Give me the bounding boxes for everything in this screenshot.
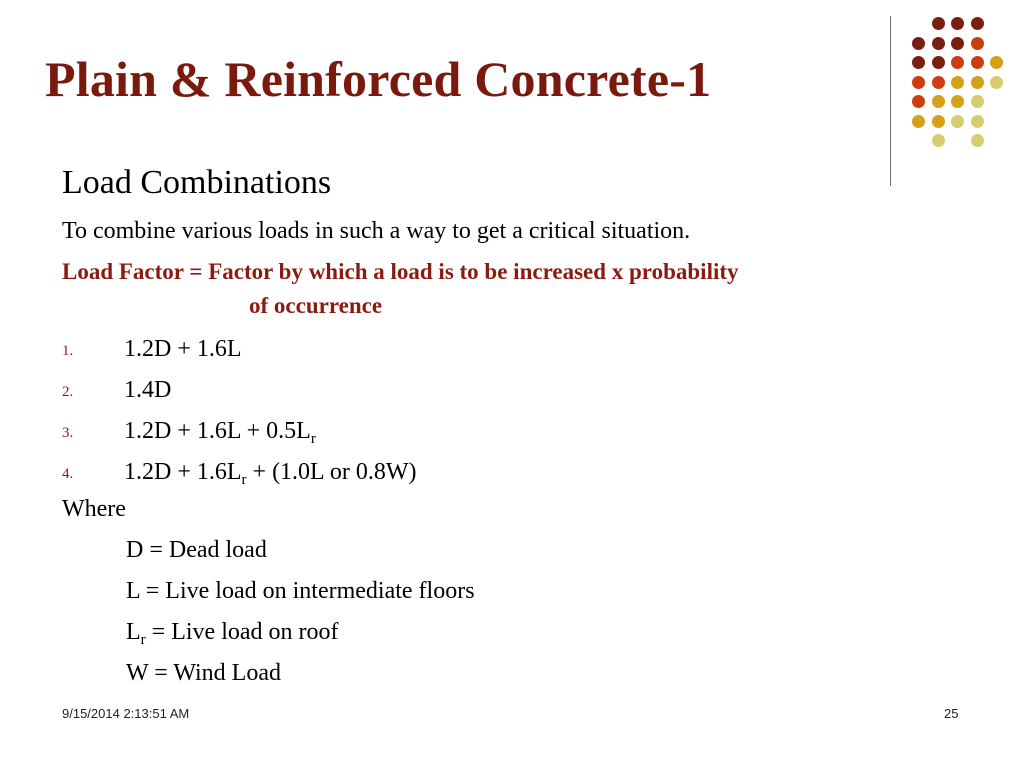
decorative-dot bbox=[971, 56, 984, 69]
combination-number: 4. bbox=[62, 466, 74, 482]
decorative-dot bbox=[951, 95, 964, 108]
decorative-dot bbox=[932, 37, 945, 50]
where-label: Where bbox=[62, 496, 126, 522]
slide-title: Plain & Reinforced Concrete-1 bbox=[45, 51, 712, 107]
text-run: = Live load on roof bbox=[145, 619, 339, 645]
decorative-dot bbox=[951, 56, 964, 69]
slide-number: 25 bbox=[944, 706, 959, 721]
title-divider-line bbox=[890, 16, 891, 186]
decorative-dot bbox=[932, 95, 945, 108]
text-run: 1.2D + 1.6L + 0.5L bbox=[124, 418, 311, 444]
text-run: D = Dead load bbox=[126, 537, 267, 563]
text-run: L = Live load on intermediate floors bbox=[126, 578, 475, 604]
symbol-definition bbox=[126, 578, 475, 605]
load-combination-equation bbox=[124, 459, 416, 486]
text-run: 1.4D bbox=[124, 377, 172, 403]
section-heading: Load Combinations bbox=[62, 164, 332, 201]
decorative-dot bbox=[932, 115, 945, 128]
text-run: 1.2D + 1.6L bbox=[124, 459, 242, 485]
load-combination-equation bbox=[124, 418, 316, 445]
decorative-dot bbox=[951, 37, 964, 50]
load-combination-equation bbox=[124, 336, 242, 363]
footer-date: 9/15/2014 2:13:51 AM bbox=[62, 706, 190, 721]
intro-text: To combine various loads in such a way to get a critical situation. bbox=[62, 218, 691, 244]
decorative-dot bbox=[971, 76, 984, 89]
subscript: r bbox=[140, 632, 146, 648]
decorative-dot bbox=[951, 76, 964, 89]
decorative-dot bbox=[971, 115, 984, 128]
symbol-definition bbox=[126, 619, 339, 646]
decorative-dot bbox=[932, 17, 945, 30]
decorative-dot bbox=[990, 56, 1003, 69]
load-combination-equation bbox=[124, 377, 171, 404]
decorative-dot bbox=[951, 17, 964, 30]
decorative-dot bbox=[932, 134, 945, 147]
decorative-dot bbox=[971, 17, 984, 30]
decorative-dot bbox=[912, 76, 925, 89]
decorative-dot bbox=[912, 56, 925, 69]
load-factor-definition-continued: of occurrence bbox=[249, 293, 383, 318]
subscript: r bbox=[241, 472, 247, 488]
load-factor-definition: Load Factor = Factor by which a load is to be increased x probability bbox=[62, 259, 739, 284]
combination-number: 2. bbox=[62, 384, 74, 400]
text-run: + (1.0L or 0.8W) bbox=[246, 459, 417, 485]
text-run: 1.2D + 1.6L bbox=[124, 336, 242, 362]
decorative-dot bbox=[971, 95, 984, 108]
subscript: r bbox=[310, 431, 316, 447]
decorative-dot bbox=[912, 37, 925, 50]
decorative-dot bbox=[971, 134, 984, 147]
decorative-dot bbox=[912, 115, 925, 128]
combination-number: 3. bbox=[62, 425, 74, 441]
combination-number: 1. bbox=[62, 343, 74, 359]
symbol-definition bbox=[126, 660, 281, 687]
decorative-dot bbox=[971, 37, 984, 50]
text-run: L bbox=[126, 619, 141, 645]
decorative-dot bbox=[951, 115, 964, 128]
decorative-dot bbox=[990, 76, 1003, 89]
decorative-dot bbox=[912, 95, 925, 108]
decorative-dot bbox=[932, 56, 945, 69]
text-run: W = Wind Load bbox=[126, 660, 281, 686]
symbol-definition bbox=[126, 537, 267, 564]
decorative-dot bbox=[932, 76, 945, 89]
